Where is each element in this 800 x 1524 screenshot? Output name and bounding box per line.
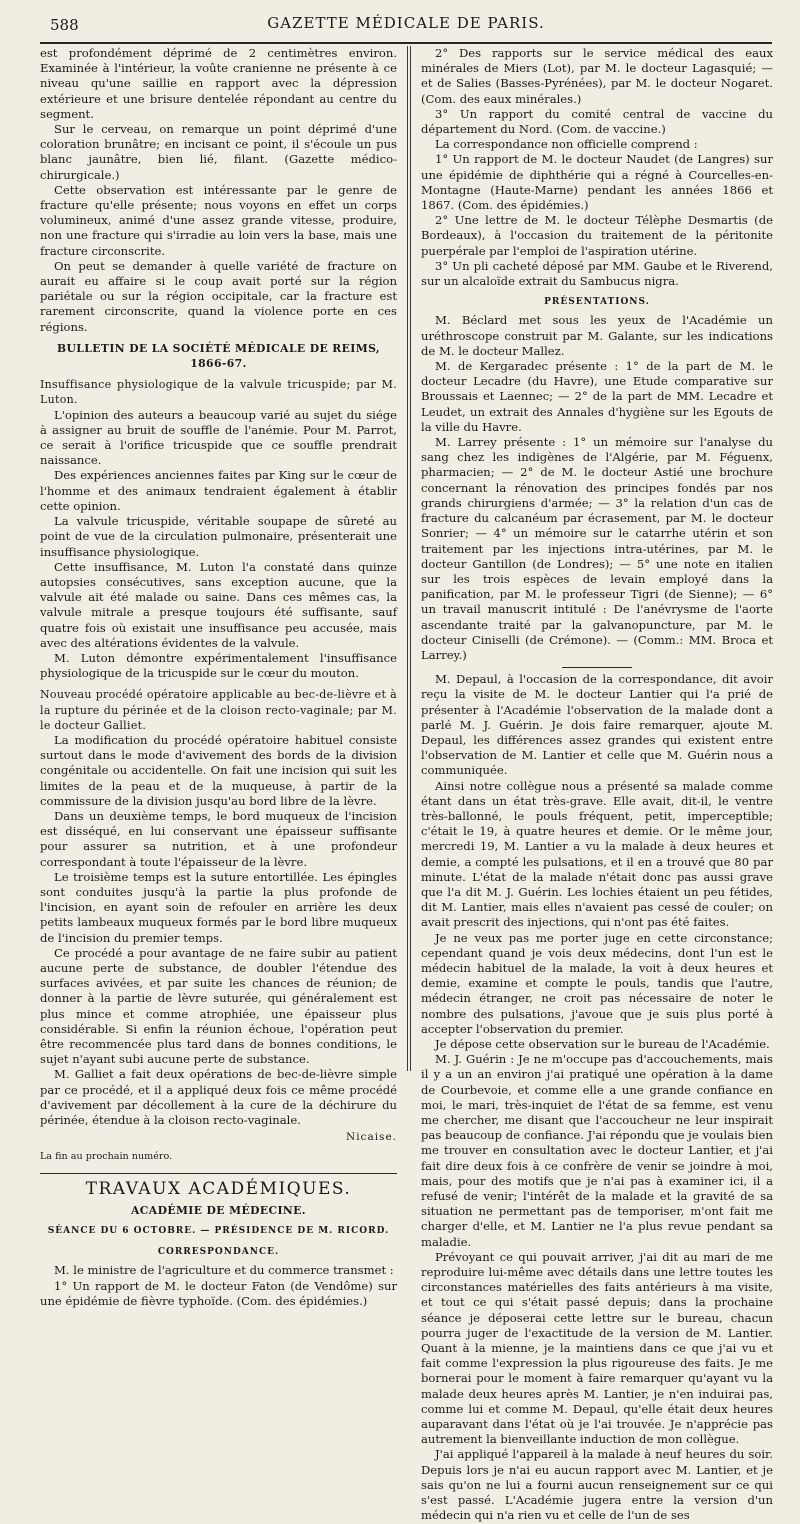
paragraph: 1° Un rapport de M. le docteur Faton (de Vendôme) sur une épidémie de fièvre typhoïde. (Com. des épidémies.) xyxy=(40,1278,397,1308)
paragraph: Je ne veux pas me porter juge en cette circonstance; cependant quand je vois deux médecins, dont l'un est le médecin habituel de la malade, la voit à deux heures et demie, examine et compte le pouls, tandis que l'autre, médecin étranger, ne croit pas nécessaire de noter le nombre des pulsations, j'avoue que je suis plus porté à accepter l'observation du premier. xyxy=(421,930,773,1036)
session-heading: SÉANCE DU 6 OCTOBRE. — PRÉSIDENCE DE M. RICORD. xyxy=(47,1226,390,1237)
paragraph: Dans un deuxième temps, le bord muqueux de l'incision est disséqué, en lui conservant une épaisseur suffisante pour assurer sa nutrition, et à une profondeur correspondant à toute l'épaisseur de la lèvre. xyxy=(40,808,397,869)
author-signature: Nicaise. xyxy=(346,1131,397,1144)
paragraph: Cette observation est intéressante par le genre de fracture qu'elle présente; nous voyons en effet un corps volumineux, animé d'une assez grande vitesse, produire, non une fracture qui s'irradie au loin vers la base, mais une fracture circonscrite. xyxy=(40,182,397,258)
paragraph: M. le ministre de l'agriculture et du commerce transmet : xyxy=(54,1263,394,1278)
paragraph: M. Luton démontre expérimentalement l'insuffisance physiologique de la tricuspide sur le cœur du mouton. xyxy=(40,650,397,681)
paragraph: 2° Des rapports sur le service médical des eaux minérales de Miers (Lot), par M. le docteur Lagasquié; — et de Salies (Basses-Pyrénées), par M. le docteur Nogaret. (Com. des eaux minérales.) xyxy=(421,46,773,106)
paragraph: M. Galliet a fait deux opérations de bec-de-lièvre simple par ce procédé, et il a appliqué deux fois ce même procédé d'avivement par décollement à la cure de la déchirure du périnée, étendue à la cloison recto-vaginale. xyxy=(40,1067,397,1128)
section-heading: BULLETIN DE LA SOCIÉTÉ MÉDICALE DE REIMS, 1866-67. xyxy=(56,341,381,371)
section-title: TRAVAUX ACADÉMIQUES. xyxy=(40,1173,397,1197)
correspondence-heading: CORRESPONDANCE. xyxy=(157,1247,280,1258)
paragraph: Ainsi notre collègue nous a présenté sa malade comme étant dans un état très-grave. Elle avait, dit-il, le ventre très-ballonné, le pouls fréquent, petit, imperceptible; c'était le 19, à quatre heures et demie. Or le même jour, mercredi 19, M. Lantier a vu la malade à deux heures et demie, a compté les pulsations, et il en a trouvé que 80 par minute. L'état de la malade n'était donc pas aussi grave que l'a dit M. J. Guérin. Les lochies étaient un peu fétides, dit M. Lantier, mais elles n'avaient pas cessé de couler; on avait prescrit des injections, qui n'ont pas été faites. xyxy=(421,778,773,930)
paragraph: 1° Un rapport de M. le docteur Naudet (de Langres) sur une épidémie de diphthérie qui a régné à Courcelles-en-Montagne (Haute-Marne) pendant les années 1866 et 1867. (Com. des épidémies.) xyxy=(421,152,773,213)
paragraph: M. Larrey présente : 1° un mémoire sur l'analyse du sang chez les indigènes de l'Algérie, par M. Féguenx, pharmacien; — 2° de M. le docteur Astié une brochure concernant la rénovation des principes fondés par nos grands chirurgiens d'armée; — 3° la relation d'un cas de fracture du calcanéum par écrasement, par M. le docteur Sonrier; — 4° un mémoire sur le catarrhe utérin et son traitement par les injections intra-utérines, par M. le docteur Gantillon (de Londres); — 5° une note en italien sur les trois espèces de levain employé dans la panification, par M. le professeur Tigri (de Sienne); — 6° un travail manuscrit intitulé : De l'anévrysme de l'aorte ascendante traité par la galvanopuncture, par M. le docteur Ciniselli (de Crémone). — (Comm.: MM. Broca et Larrey.) xyxy=(421,435,773,662)
paragraph: Ce procédé a pour avantage de ne faire subir au patient aucune perte de substance, de doubler l'étendue des surfaces avivées, et par suite les chances de réunion; de donner à la partie de lèvre suturée, qui généralement est plus mince et comme atrophiée, une épaisseur plus considérable. Si enfin la réunion échoue, l'opération peut être recommencée plus tard dans de bonnes conditions, le sujet n'ayant subi aucune perte de substance. xyxy=(40,945,397,1067)
paragraph: 3° Un rapport du comité central de vaccine du département du Nord. (Com. de vaccine.) xyxy=(421,106,773,137)
continuation-note: La fin au prochain numéro. xyxy=(40,1151,173,1163)
paragraph: 2° Une lettre de M. le docteur Télèphe Desmartis (de Bordeaux), à l'occasion du traitement de la péritonite puerpérale par l'emploi de l'aspiration utérine. xyxy=(421,213,773,258)
presentations-heading: PRÉSENTATIONS. xyxy=(544,297,650,308)
paragraph: La modification du procédé opératoire habituel consiste surtout dans le mode d'avivement des bords de la division congénitale ou accidentelle. On fait une incision qui suit les limites de la peau et de la muqueuse, à partir de la commissure de la division jusqu'au bord libre de la lèvre. xyxy=(40,732,397,808)
paragraph: M. de Kergaradec présente : 1° de la part de M. le docteur Lecadre (du Havre), une Etude comparative sur Broussais et Laennec; — 2° de la part de MM. Lecadre et Leudet, un extrait des Annales d'hygiène sur les Egouts de la ville du Havre. xyxy=(421,359,773,434)
paragraph: 3° Un pli cacheté déposé par MM. Gaube et le Riverend, sur un alcaloïde extrait du Sambucus nigra. xyxy=(421,258,773,289)
paragraph: Cette insuffisance, M. Luton l'a constaté dans quinze autopsies consécutives, sans exception aucune, que la valvule ait été malade ou saine. Dans ces mêmes cas, la valvule mitrale a presque toujours été suffisante, sauf quatre fois où existait une insuffisance peu accusée, mais avec des altérations évidentes de la valvule. xyxy=(40,559,397,650)
page-header xyxy=(40,14,772,44)
paragraph: M. Béclard met sous les yeux de l'Académie un uréthroscope construit par M. Galante, sur les indications de M. le docteur Mallez. xyxy=(421,313,773,358)
paragraph: M. Depaul, à l'occasion de la correspondance, dit avoir reçu la visite de M. le docteur Lantier qui l'a prié de présenter à l'Académie l'observation de la malade dont a parlé M. J. Guérin. Je dois faire remarquer, ajoute M. Depaul, les différences assez grandes qui existent entre l'observation de M. Lantier et celle que M. Guérin nous a communiquée. xyxy=(421,672,773,778)
article-title: Insuffisance physiologique de la valvule tricuspide; par M. Luton. xyxy=(40,378,397,407)
left-column xyxy=(40,46,397,1308)
article-title: Nouveau procédé opératoire applicable au bec-de-lièvre et à la rupture du périnée et de la cloison recto-vaginale; par M. le docteur Galliet. xyxy=(40,688,397,732)
paragraph: M. J. Guérin : Je ne m'occupe pas d'accouchements, mais il y a un an environ j'ai pratiqué une opération à la dame de Courbevoie, et comme elle a une grande confiance en moi, le mari, très-inquiet de l'état de sa femme, est venu me chercher, me disant que l'accoucheur ne leur inspirait pas beaucoup de confiance. J'ai répondu que je voulais bien me trouver en consultation avec le docteur Lantier, et j'ai fait dire deux fois à ce confrère de venir se joindre à moi, mais, pour des motifs que je n'ai pas à examiner ici, il a refusé de venir; l'intérêt de la malade et la gravité de sa situation ne permettant pas de temporiser, m'ont fait me charger d'elle, et M. Lantier ne l'a plus revue pendant sa maladie. xyxy=(421,1052,773,1249)
paragraph: On peut se demander à quelle variété de fracture on aurait eu affaire si le coup avait porté sur la région pariétale ou sur la région occipitale, car la fracture est rarement circonscrite, quand la violence porte en ces régions. xyxy=(40,258,397,334)
paragraph: Le troisième temps est la suture entortillée. Les épingles sont conduites jusqu'à la partie la plus profonde de l'incision, en ayant soin de refouler en arrière les deux petits lambeaux muqueux formés par le bord libre muqueux de l'incision du premier temps. xyxy=(40,869,397,945)
paragraph: Sur le cerveau, on remarque un point déprimé d'une coloration brunâtre; en incisant ce point, il s'écoule un pus blanc jaunâtre, bien lié, filant. (Gazette médico-chirurgicale.) xyxy=(40,122,397,182)
paragraph: La correspondance non officielle comprend : xyxy=(435,137,698,152)
paragraph: J'ai appliqué l'appareil à la malade à neuf heures du soir. Depuis lors je n'ai eu aucun rapport avec M. Lantier, et je sais qu'on ne lui a fourni aucun renseignement sur ce qui s'est passé. L'Académie jugera entre la version d'un médecin qui n'a rien vu et celle de l'un de ses xyxy=(421,1447,773,1523)
paragraph: La valvule tricuspide, véritable soupape de sûreté au point de vue de la circulation pulmonaire, présenterait une insuffisance physiologique. xyxy=(40,514,397,559)
right-column xyxy=(421,46,773,1523)
paragraph: L'opinion des auteurs a beaucoup varié au sujet du siége à assigner au bruit de souffle de l'anémie. Pour M. Parrot, ce serait à l'orifice tricuspide que ce souffle prendrait naissance. xyxy=(40,407,397,468)
journal-title: GAZETTE MÉDICALE DE PARIS. xyxy=(267,14,545,32)
paragraph: Des expériences anciennes faites par King sur le cœur de l'homme et des animaux tendraient également à établir cette opinion. xyxy=(40,468,397,513)
short-divider xyxy=(562,667,632,668)
subsection-title: ACADÉMIE DE MÉDECINE. xyxy=(131,1203,306,1217)
page-number: 588 xyxy=(50,16,79,34)
paragraph: Je dépose cette observation sur le bureau de l'Académie. xyxy=(435,1037,770,1051)
paragraph: est profondément déprimé de 2 centimètres environ. Examinée à l'intérieur, la voûte cranienne ne présente à ce niveau qu'une saillie en rapport avec la dépression extérieure et une brisure dentelée répondant au centre du segment. xyxy=(40,46,397,121)
column-rule xyxy=(410,46,411,1071)
column-rule xyxy=(407,46,408,1071)
paragraph: Prévoyant ce qui pouvait arriver, j'ai dit au mari de me reproduire lui-même avec détails dans une lettre toutes les circonstances matérielles des faits antérieurs à ma visite, et tout ce qui s'était passé depuis; dans la prochaine séance je déposerai cette lettre sur le bureau, chacun pourra juger de l'exactitude de la version de M. Lantier. Quant à la mienne, je la maintiens dans ce que j'ai vu et fait comme l'expression la plus rigoureuse des faits. Je me bornerai pour le moment à faire remarquer qu'ayant vu la malade deux heures après M. Lantier, je n'en induirai pas, comme lui et comme M. Depaul, qu'elle était deux heures auparavant dans l'état où je l'ai trouvée. Je n'apprécie pas autrement la bienveillante induction de mon collègue. xyxy=(421,1249,773,1447)
